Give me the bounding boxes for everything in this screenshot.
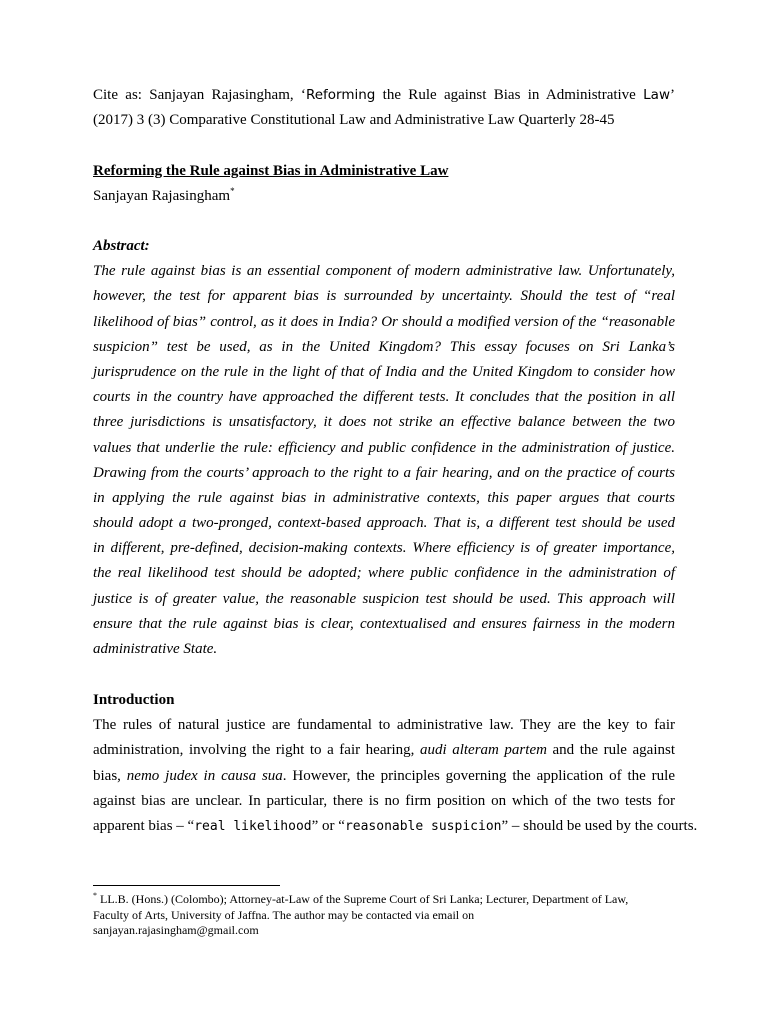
- introduction: [93, 688, 698, 839]
- footnote-mark: *: [93, 891, 97, 900]
- author-footnote-mark: *: [230, 186, 235, 197]
- introduction-line-5: apparent bias – “real likelihood” or “reasonable suspicion” – should be used by the courts.: [93, 817, 698, 834]
- abstract-line: values that underlie the rule: efficiency and public confidence in the administration of justice.: [93, 439, 675, 456]
- footnote-separator: [93, 885, 280, 886]
- introduction-line-2: administration, involving the right to a fair hearing, audi alteram partem and the rule against: [93, 742, 675, 759]
- citation-line-1: Cite as: Sanjayan Rajasingham, ‘Reforming the Rule against Bias in Administrative Law’: [93, 87, 675, 103]
- introduction-line-1: The rules of natural justice are fundamental to administrative law. They are the key to fair: [93, 717, 675, 734]
- title-block: [93, 159, 675, 209]
- abstract-line: jurisprudence on the rule in the light of that of India and the United Kingdom to consider how: [93, 363, 675, 380]
- abstract-line: ensure that the rule against bias is clear, contextualised and ensures fairness in the modern: [93, 615, 675, 632]
- footnote-email: sanjayan.rajasingham@gmail.com: [93, 923, 259, 937]
- author-name: Sanjayan Rajasingham: [93, 188, 231, 205]
- abstract-line: likelihood of bias” control, as it does in India? Or should a modified version of the “reasonable: [93, 313, 675, 330]
- citation: [93, 83, 675, 133]
- paper-title: Reforming the Rule against Bias in Administrative Law: [93, 163, 449, 179]
- abstract-line: should adopt a two-pronged, context-based approach. That is, a different test should be used: [93, 515, 675, 532]
- footnote-line-1: * LL.B. (Hons.) (Colombo); Attorney-at-Law of the Supreme Court of Sri Lanka; Lecturer, Department of Law,: [93, 891, 629, 906]
- abstract-line: in different, pre-defined, decision-making contexts. Where efficiency is of greater importance,: [93, 540, 675, 557]
- abstract: [93, 234, 675, 662]
- citation-line-2: (2017) 3 (3) Comparative Constitutional Law and Administrative Law Quarterly 28-45: [93, 112, 615, 129]
- abstract-line: three jurisdictions is unsatisfactory, it does not strike an effective balance between the two: [93, 414, 675, 431]
- abstract-line: the real likelihood test should be adopted; where public confidence in the administration of: [93, 565, 675, 582]
- abstract-line: courts in the country have approached the different tests. It concludes that the position in all: [93, 389, 675, 406]
- abstract-line: in applying the rule against bias in administrative contexts, this paper argues that courts: [93, 489, 675, 506]
- footnote-line-2: Faculty of Arts, University of Jaffna. The author may be contacted via email on: [93, 907, 475, 922]
- author-line: [93, 184, 675, 209]
- abstract-heading: Abstract:: [93, 238, 150, 254]
- introduction-heading: Introduction: [93, 692, 175, 708]
- abstract-line: justice is of greater value, the reasonable suspicion test should be used. This approach will: [93, 590, 675, 607]
- introduction-line-3: bias, nemo judex in causa sua. However, the principles governing the application of the rule: [93, 767, 675, 784]
- footnote: [93, 892, 677, 939]
- abstract-line: The rule against bias is an essential component of modern administrative law. Unfortunately,: [93, 263, 675, 280]
- abstract-line: administrative State.: [93, 641, 218, 657]
- abstract-line: suspicion” test be used, as in the United Kingdom? This essay focuses on Sri Lanka’s: [93, 338, 675, 355]
- abstract-line: however, the test for apparent bias is surrounded by uncertainty. Should the test of “real: [93, 288, 675, 305]
- abstract-line: Drawing from the courts’ approach to the right to a fair hearing, and on the practice of courts: [93, 464, 675, 481]
- introduction-line-4: against bias are unclear. In particular, there is no firm position on which of the two tests for: [93, 792, 675, 809]
